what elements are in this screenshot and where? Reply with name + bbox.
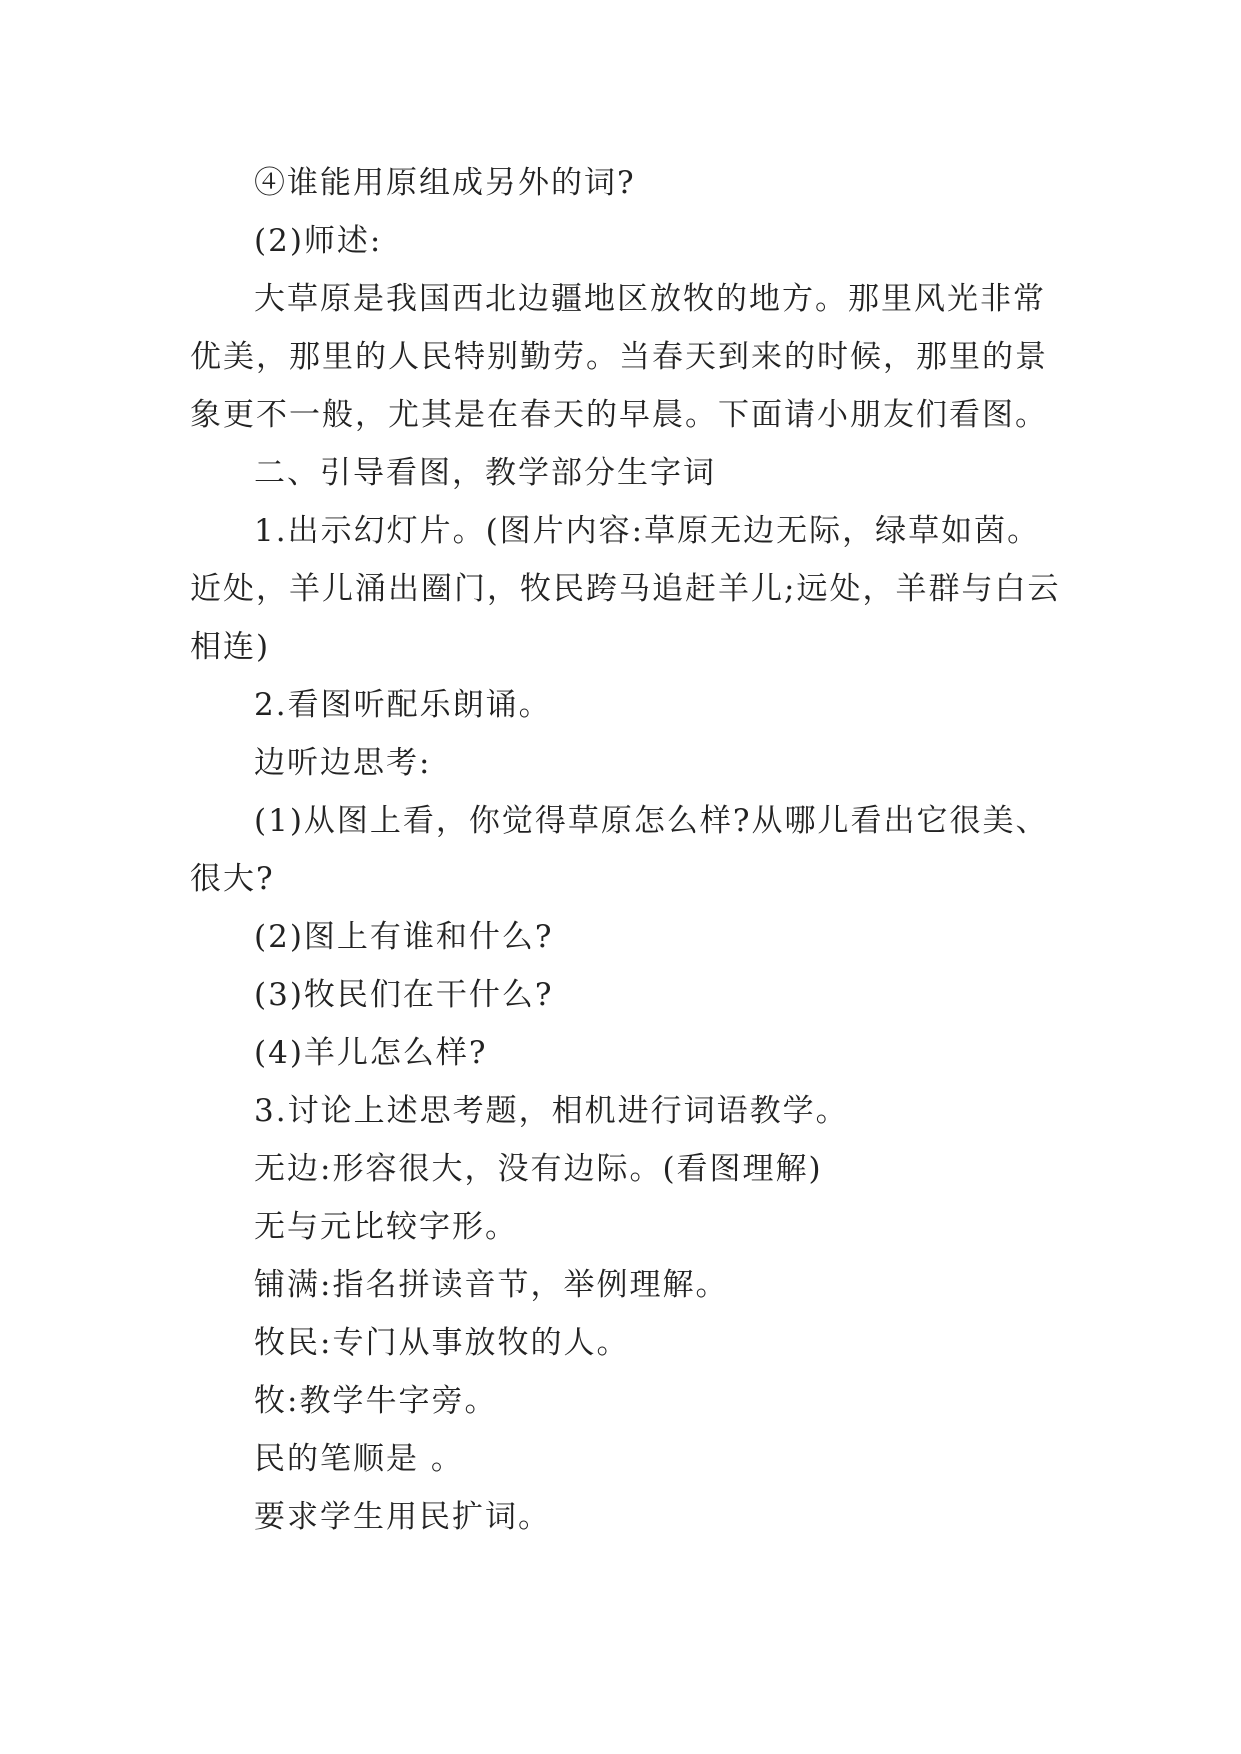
paragraph: 边听边思考:	[254, 745, 432, 781]
paragraph: 2.看图听配乐朗诵。	[254, 687, 552, 723]
section-heading: 二、引导看图，教学部分生字词	[254, 455, 716, 491]
vocab-item: 要求学生用民扩词。	[254, 1499, 551, 1535]
document-body	[190, 154, 1070, 1546]
question-item: (2)图上有谁和什么?	[254, 919, 554, 955]
vocab-item: 铺满:指名拼读音节，举例理解。	[254, 1267, 729, 1303]
vocab-item: 无边:形容很大，没有边际。(看图理解)	[254, 1151, 823, 1187]
vocab-item: 牧:教学牛字旁。	[254, 1383, 498, 1419]
vocab-item: 牧民:专门从事放牧的人。	[254, 1325, 630, 1361]
paragraph: 大草原是我国西北边疆地区放牧的地方。那里风光非常优美，那里的人民特别勤劳。当春天到来的时候，那里的景象更不一般，尤其是在春天的早晨。下面请小朋友们看图。	[190, 281, 1048, 433]
paragraph: 1.出示幻灯片。(图片内容:草原无边无际，绿草如茵。近处，羊儿涌出圈门，牧民跨马追赶羊儿;远处，羊群与白云相连)	[190, 513, 1061, 665]
paragraph: ④谁能用原组成另外的词?	[254, 165, 636, 201]
paragraph: 3.讨论上述思考题，相机进行词语教学。	[254, 1093, 849, 1129]
question-item: (4)羊儿怎么样?	[254, 1035, 488, 1071]
question-item: (3)牧民们在干什么?	[254, 977, 554, 1013]
paragraph: (2)师述:	[254, 223, 383, 259]
vocab-item: 无与元比较字形。	[254, 1209, 518, 1245]
question-item: (1)从图上看，你觉得草原怎么样?从哪儿看出它很美、很大?	[190, 803, 1049, 897]
vocab-item: 民的笔顺是 。	[254, 1441, 464, 1477]
